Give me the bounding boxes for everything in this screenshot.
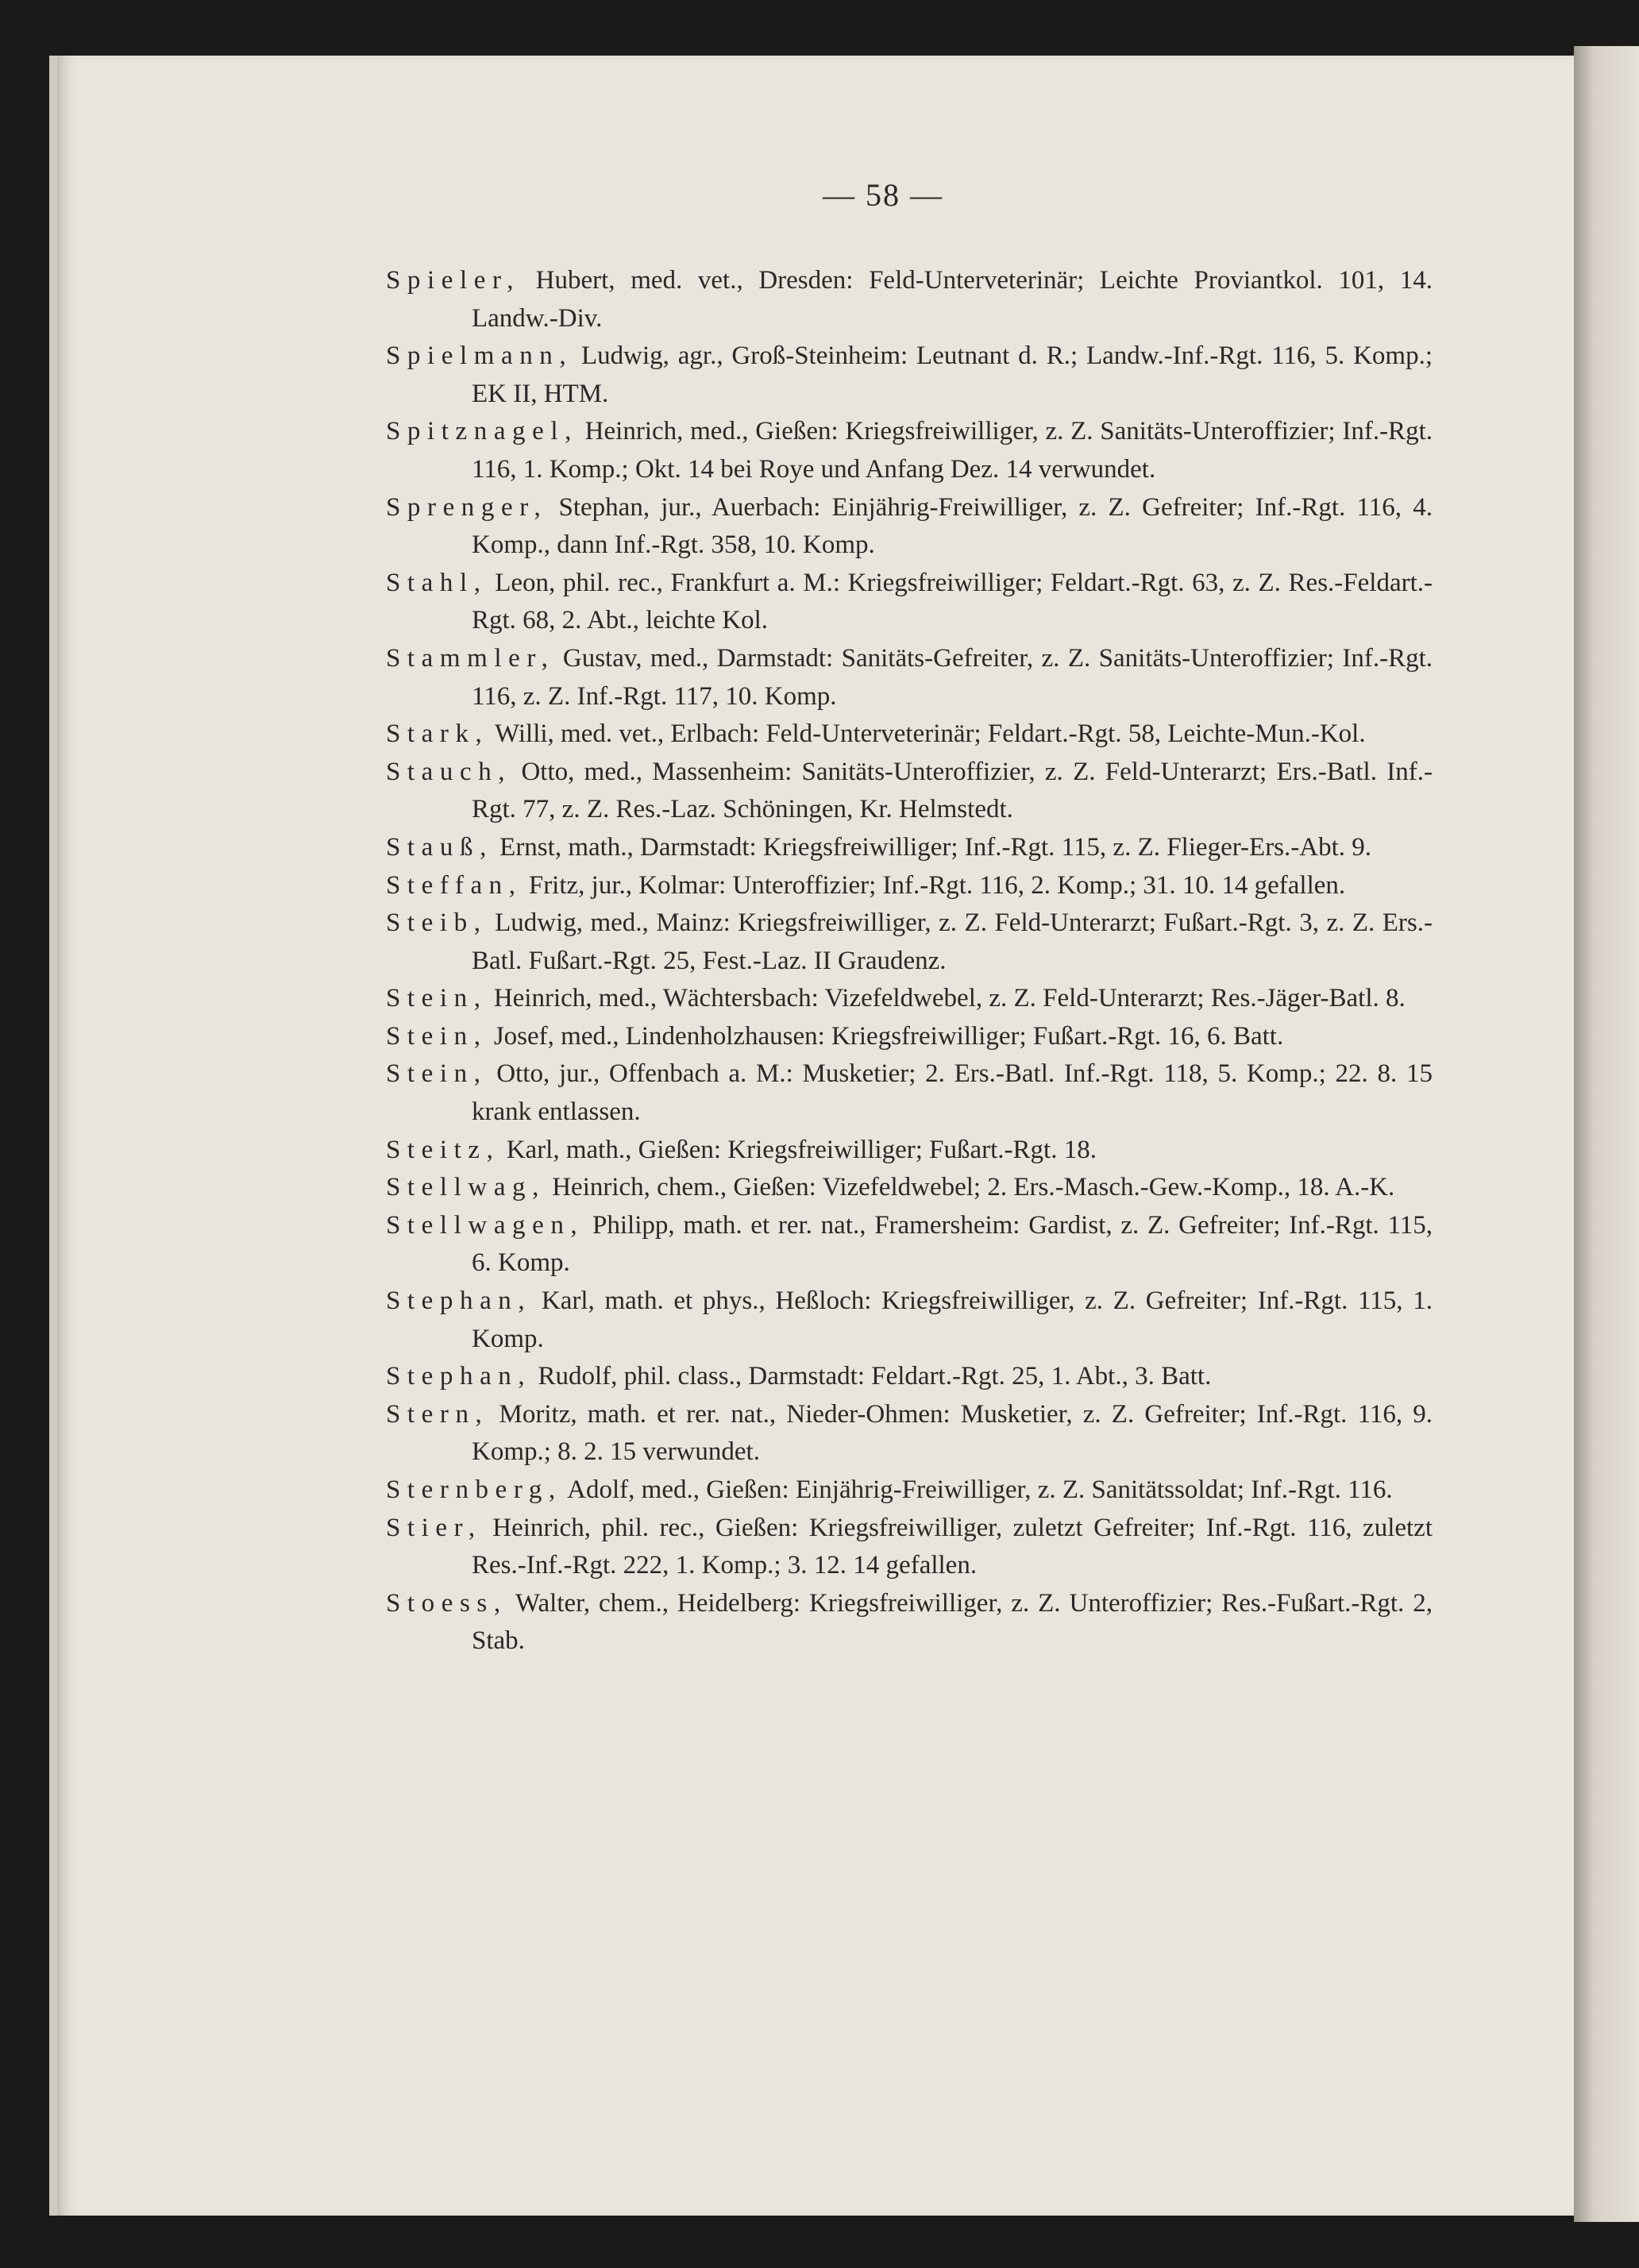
entry-text: Ernst, math., Darmstadt: Kriegsfreiwilliger; Inf.-Rgt. 115, z. Z. Flieger-Ers.-Abt. 9. [492,832,1372,862]
list-item [386,1207,1433,1282]
list-item [386,489,1433,565]
entry-name: Stauß, [386,832,493,862]
entry-text: Josef, med., Lindenholzhausen: Kriegsfreiwilliger; Fußart.-Rgt. 16, 6. Batt. [487,1021,1284,1051]
entry-name: Steib, [386,908,488,938]
list-item [386,1055,1433,1131]
entry-text: Willi, med. vet., Erlbach: Feld-Unterveterinär; Feldart.-Rgt. 58, Leichte-Mun.-Kol. [488,719,1366,749]
entry-text: Philipp, math. et rer. nat., Framersheim: Gardist, z. Z. Gefreiter; Inf.-Rgt. 115, 6. Komp. [472,1210,1433,1278]
list-item [386,829,1433,867]
entry-text: Moritz, math. et rer. nat., Nieder-Ohmen: Musketier, z. Z. Gefreiter; Inf.-Rgt. 116, 9. Komp.; 8. 2. 15 verwundet. [472,1399,1433,1467]
entry-text: Ludwig, med., Mainz: Kriegsfreiwilliger, z. Z. Feld-Unterarzt; Fußart.-Rgt. 3, z. Z. Ers.-Batl. Fußart.-Rgt. 25, Fest.-Laz. II Graudenz. [472,908,1433,975]
entry-name: Stahl, [386,568,488,597]
list-item [386,754,1433,829]
entry-text: Hubert, med. vet., Dresden: Feld-Unterveterinär; Leichte Proviantkol. 101, 14. Landw.-Div. [472,266,1433,333]
entry-name: Spielmann, [386,341,573,371]
list-item [386,413,1433,488]
entry-text: Rudolf, phil. class., Darmstadt: Feldart.-Rgt. 25, 1. Abt., 3. Batt. [531,1362,1212,1391]
entry-name: Stephan, [386,1362,532,1391]
entry-text: Ludwig, agr., Groß-Steinheim: Leutnant d. R.; Landw.-Inf.-Rgt. 116, 5. Komp.; EK II, HTM. [472,341,1433,408]
entry-name: Stauch, [386,757,512,786]
entry-name: Stoess, [386,1588,507,1618]
list-item [386,1396,1433,1472]
entry-name: Sternberg, [386,1475,562,1504]
list-item [386,1282,1433,1358]
entry-name: Steffan, [386,870,523,900]
list-item [386,980,1433,1018]
list-item [386,1018,1433,1056]
list-item [386,904,1433,980]
list-item [386,1585,1433,1660]
entry-text: Heinrich, med., Wächtersbach: Vizefeldwebel, z. Z. Feld-Unterarzt; Res.-Jäger-Batl. 8. [487,984,1406,1013]
entry-text: Karl, math., Gießen: Kriegsfreiwilliger; Fußart.-Rgt. 18. [499,1135,1097,1164]
list-item [386,867,1433,905]
entry-name: Stark, [386,719,489,749]
entry-text: Heinrich, phil. rec., Gießen: Kriegsfreiwilliger, zuletzt Gefreiter; Inf.-Rgt. 116, zuletzt Res.-Inf.-Rgt. 222, 1. Komp.; 3. 12. 14 gefallen. [472,1513,1433,1580]
entry-text: Heinrich, med., Gießen: Kriegsfreiwilliger, z. Z. Sanitäts-Unteroffizier; Inf.-Rgt. 116, 1. Komp.; Okt. 14 bei Roye und Anfang Dez. 14 verwundet. [472,417,1433,484]
list-item [386,1358,1433,1396]
entry-name: Steitz, [386,1135,500,1164]
list-item [386,565,1433,640]
entry-text: Gustav, med., Darmstadt: Sanitäts-Gefreiter, z. Z. Sanitäts-Unteroffizier; Inf.-Rgt. 116, z. Z. Inf.-Rgt. 117, 10. Komp. [472,643,1433,711]
entry-name: Spieler, [386,266,521,295]
page-number: — 58 — [823,177,943,213]
entry-list [386,262,1433,1660]
list-item [386,1510,1433,1585]
entry-name: Stern, [386,1399,489,1429]
list-item [386,1169,1433,1207]
entry-text: Walter, chem., Heidelberg: Kriegsfreiwilliger, z. Z. Unteroffizier; Res.-Fußart.-Rgt. 2, Stab. [472,1588,1433,1656]
entry-name: Stein, [386,984,488,1013]
next-page-edge [1574,46,1639,2222]
list-item [386,1132,1433,1170]
list-item [386,338,1433,413]
entry-text: Adolf, med., Gießen: Einjährig-Freiwilliger, z. Z. Sanitätssoldat; Inf.-Rgt. 116. [561,1475,1393,1504]
entry-text: Heinrich, chem., Gießen: Vizefeldwebel; 2. Ers.-Masch.-Gew.-Komp., 18. A.-K. [545,1173,1395,1202]
entry-name: Stellwagen, [386,1210,584,1240]
entry-name: Stephan, [386,1286,532,1316]
entry-name: Stein, [386,1059,488,1089]
entry-name: Sprenger, [386,492,548,522]
list-item [386,1472,1433,1510]
list-item [386,716,1433,754]
entry-text: Karl, math. et phys., Heßloch: Kriegsfreiwilliger, z. Z. Gefreiter; Inf.-Rgt. 115, 1. Komp. [472,1286,1433,1353]
entry-text: Fritz, jur., Kolmar: Unteroffizier; Inf.-Rgt. 116, 2. Komp.; 31. 10. 14 gefallen. [522,870,1346,900]
entry-text: Stephan, jur., Auerbach: Einjährig-Freiwilliger, z. Z. Gefreiter; Inf.-Rgt. 116, 4. Komp., dann Inf.-Rgt. 358, 10. Komp. [472,492,1433,560]
entry-name: Spitznagel, [386,417,578,446]
entry-text: Otto, med., Massenheim: Sanitäts-Unteroffizier, z. Z. Feld-Unterarzt; Ers.-Batl. Inf.-Rgt. 77, z. Z. Res.-Laz. Schöningen, Kr. Helmstedt. [472,757,1433,824]
entry-name: Stellwag, [386,1173,546,1202]
entry-name: Stier, [386,1513,482,1542]
entry-name: Stein, [386,1021,488,1051]
list-item [386,640,1433,716]
list-item [386,262,1433,338]
entry-text: Otto, jur., Offenbach a. M.: Musketier; 2. Ers.-Batl. Inf.-Rgt. 118, 5. Komp.; 22. 8. 15 krank entlassen. [472,1059,1433,1127]
entry-name: Stammler, [386,643,555,673]
entry-text: Leon, phil. rec., Frankfurt a. M.: Kriegsfreiwilliger; Feldart.-Rgt. 63, z. Z. Res.-Feldart.-Rgt. 68, 2. Abt., leichte Kol. [472,568,1433,635]
